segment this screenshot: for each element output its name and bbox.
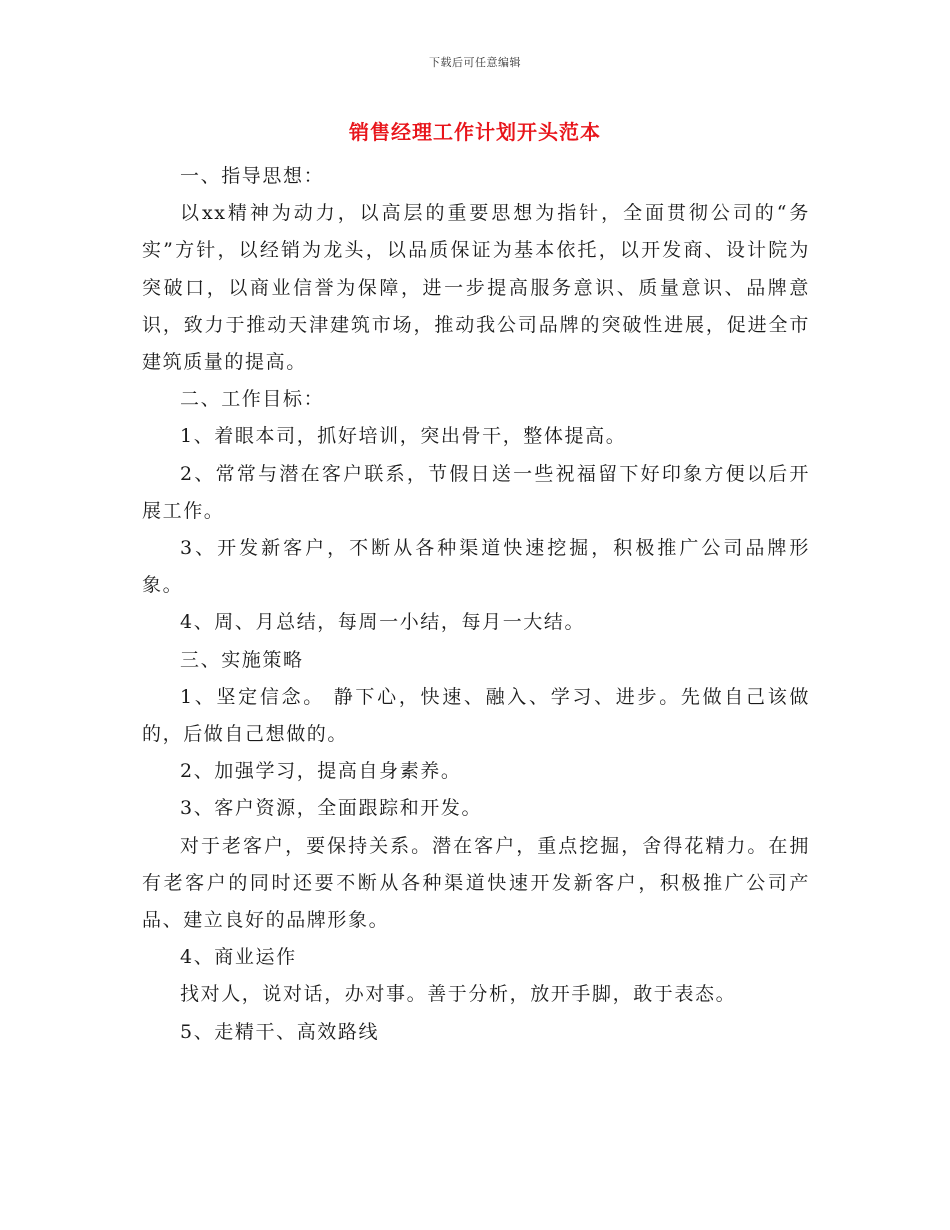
heading-strategy: 三、实施策略 bbox=[180, 648, 304, 671]
paragraph-customers: 对于老客户，要保持关系。潜在客户，重点挖掘，舍得花精力。在拥有老客户的同时还要不断从各种渠道快速开发新客户，积极推广公司产品、建立良好的品牌形象。 bbox=[142, 834, 810, 932]
header-note: 下载后可任意编辑 bbox=[429, 56, 521, 69]
heading-work-goals: 二、工作目标： bbox=[180, 388, 325, 411]
strategy-item-4: 4、商业运作 bbox=[180, 946, 297, 969]
paragraph-guiding-ideology: 以xx精神为动力，以高层的重要思想为指针，全面贯彻公司的“务实”方针，以经销为龙头，以品质保证为基本依托，以开发商、设计院为突破口，以商业信誉为保障，进一步提高服务意识、质量意识、品牌意识，致力于推动天津建筑市场，推动我公司品牌的突破性进展，促进全市建筑质量的提高。 bbox=[142, 202, 810, 374]
paragraph-business-operation: 找对人，说对话，办对事。善于分析，放开手脚，敢于表态。 bbox=[180, 983, 737, 1006]
strategy-item-2: 2、加强学习，提高自身素养。 bbox=[180, 760, 462, 783]
goal-item-2: 2、常常与潜在客户联系，节假日送一些祝福留下好印象方便以后开展工作。 bbox=[142, 462, 810, 522]
strategy-item-3: 3、客户资源，全面跟踪和开发。 bbox=[180, 797, 483, 820]
heading-guiding-ideology: 一、指导思想： bbox=[180, 165, 325, 187]
goal-item-4: 4、周、月总结，每周一小结，每月一大结。 bbox=[180, 611, 586, 634]
goal-item-1: 1、着眼本司，抓好培训，突出骨干，整体提高。 bbox=[180, 425, 627, 448]
strategy-item-1: 1、坚定信念。 静下心，快速、融入、学习、进步。先做自己该做的，后做自己想做的。 bbox=[142, 685, 810, 746]
document-title: 销售经理工作计划开头范本 bbox=[349, 120, 601, 144]
strategy-item-5: 5、走精干、高效路线 bbox=[180, 1020, 380, 1043]
document-body bbox=[142, 158, 810, 1051]
goal-item-3: 3、开发新客户，不断从各种渠道快速挖掘，积极推广公司品牌形象。 bbox=[142, 537, 810, 597]
